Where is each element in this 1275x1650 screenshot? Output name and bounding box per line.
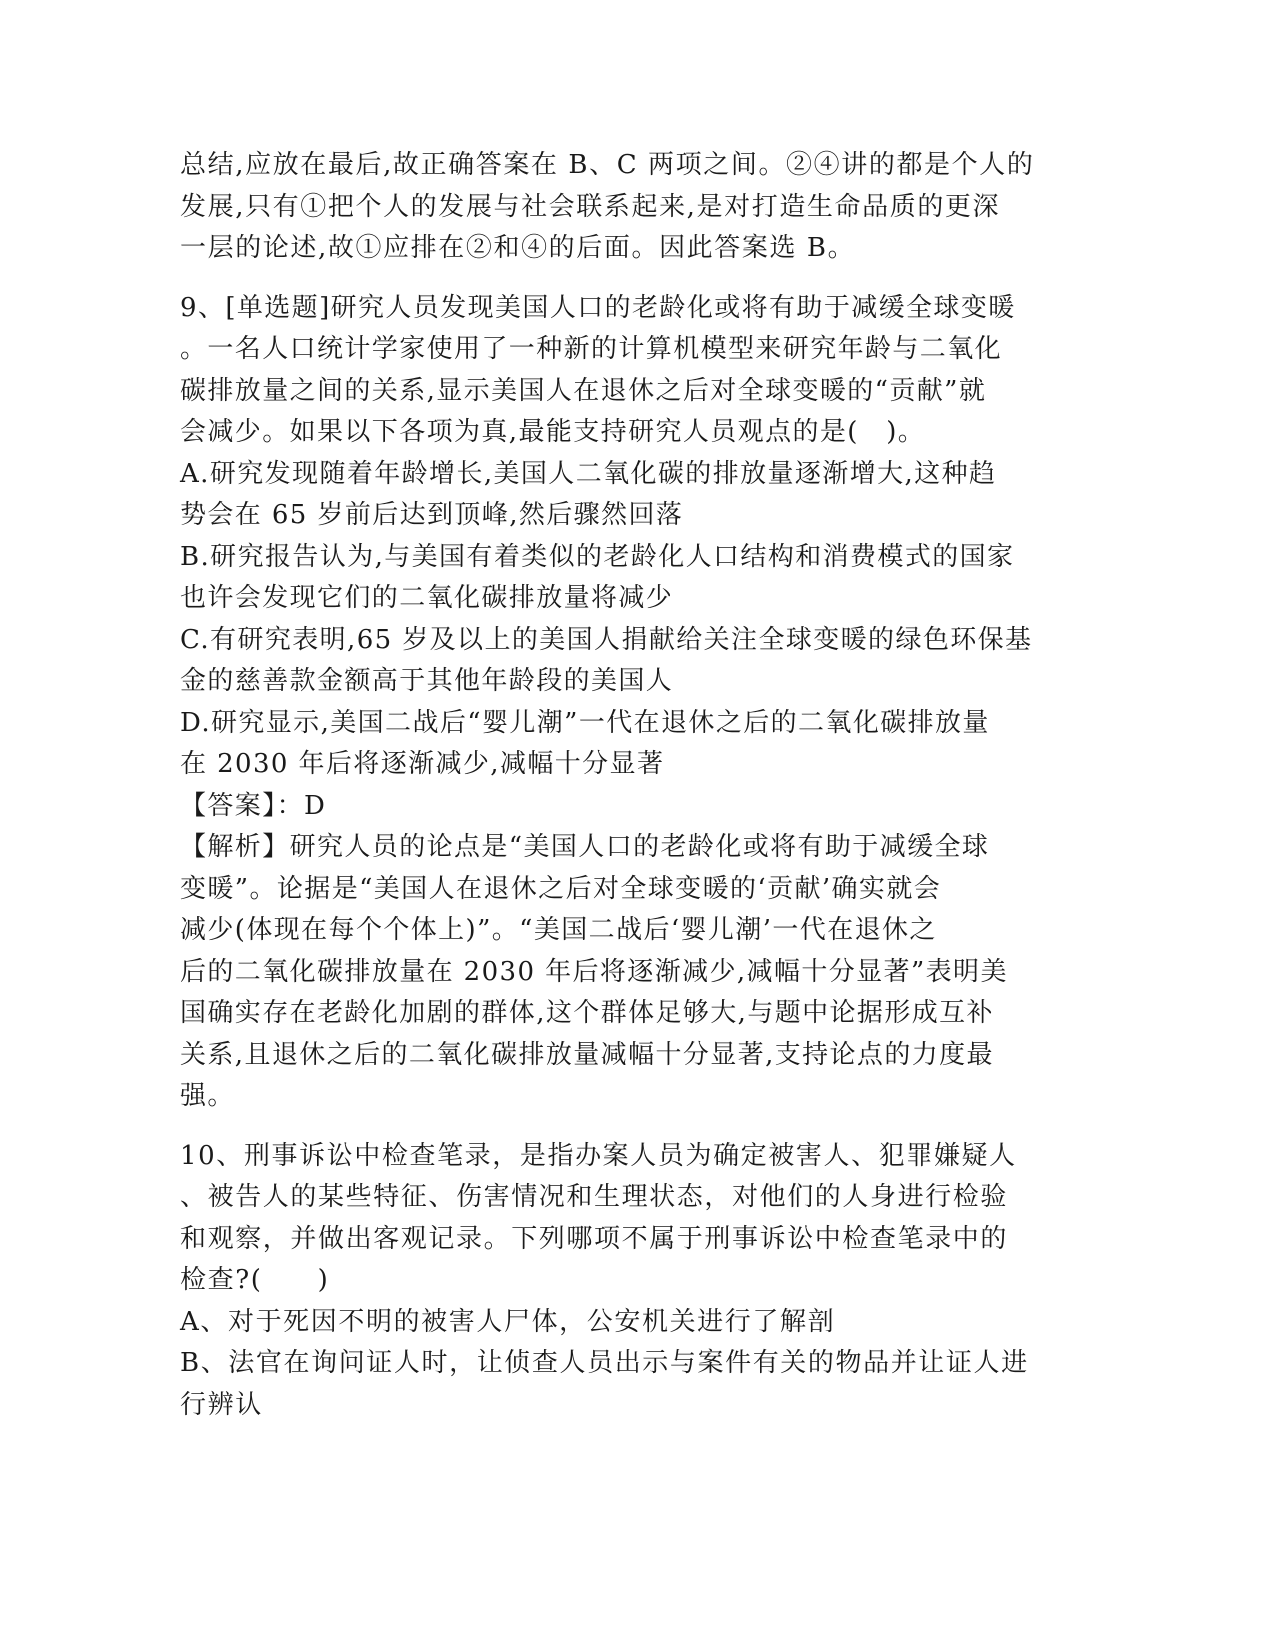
text-line: 变暖”。论据是“美国人在退休之后对全球变暖的‘贡献’确实就会 <box>180 873 942 904</box>
text-line: 金的慈善款金额高于其他年龄段的美国人 <box>180 666 674 696</box>
option-a <box>180 1302 1035 1344</box>
question-10 <box>180 1136 1035 1427</box>
option-b <box>180 537 1035 620</box>
text-line: 强。 <box>180 1081 235 1111</box>
text-line: 一层的论述,故①应排在②和④的后面。因此答案选 B。 <box>180 233 856 263</box>
text-line: 【解析】研究人员的论点是“美国人口的老龄化或将有助于减缓全球 <box>180 832 990 862</box>
text-line: 会减少。如果以下各项为真,最能支持研究人员观点的是( )。 <box>180 417 926 447</box>
text-line: 也许会发现它们的二氧化碳排放量将减少 <box>180 583 674 613</box>
analysis <box>180 827 1035 1118</box>
text-line: C.有研究表明,65 岁及以上的美国人捐献给关注全球变暖的绿色环保基 <box>180 624 1033 655</box>
text-line: 后的二氧化碳排放量在 2030 年后将逐渐减少,减幅十分显著”表明美 <box>180 956 1008 987</box>
text-line: B、法官在询问证人时，让侦查人员出示与案件有关的物品并让证人进 <box>180 1348 1029 1378</box>
text-line: 。一名人口统计学家使用了一种新的计算机模型来研究年龄与二氧化 <box>180 334 1003 364</box>
text-line: D.研究显示,美国二战后“婴儿潮”一代在退休之后的二氧化碳排放量 <box>180 707 990 738</box>
text-line: 减少(体现在每个个体上)”。“美国二战后‘婴儿潮’一代在退休之 <box>180 915 937 945</box>
previous-explanation <box>180 145 1035 270</box>
text-line: B.研究报告认为,与美国有着类似的老龄化人口结构和消费模式的国家 <box>180 541 1015 572</box>
option-d <box>180 703 1035 786</box>
text-line: 检查?( ) <box>180 1265 330 1295</box>
text-line: 发展,只有①把个人的发展与社会联系起来,是对打造生命品质的更深 <box>180 191 1001 222</box>
paragraph-gap <box>180 1118 1035 1136</box>
text-line: 总结,应放在最后,故正确答案在 B、C 两项之间。②④讲的都是个人的 <box>180 150 1035 180</box>
question-stem <box>180 288 1035 454</box>
text-line: A.研究发现随着年龄增长,美国人二氧化碳的排放量逐渐增大,这种趋 <box>180 458 997 489</box>
text-line: 关系,且退休之后的二氧化碳排放量减幅十分显著,支持论点的力度最 <box>180 1039 994 1070</box>
text-line: 碳排放量之间的关系,显示美国人在退休之后对全球变暖的“贡献”就 <box>180 375 987 406</box>
text-line: A、对于死因不明的被害人尸体，公安机关进行了解剖 <box>180 1306 836 1337</box>
option-c <box>180 620 1035 703</box>
paragraph-gap <box>180 270 1035 288</box>
option-a <box>180 454 1035 537</box>
text-line: 国确实存在老龄化加剧的群体,这个群体足够大,与题中论据形成互补 <box>180 998 994 1028</box>
text-line: 行辨认 <box>180 1389 263 1420</box>
text-line: 10、刑事诉讼中检查笔录，是指办案人员为确定被害人、犯罪嫌疑人 <box>180 1140 1017 1171</box>
text-line: 势会在 65 岁前后达到顶峰,然后骤然回落 <box>180 500 684 530</box>
question-9 <box>180 288 1035 1118</box>
document-page <box>180 145 1035 1426</box>
text-line: 和观察，并做出客观记录。下列哪项不属于刑事诉讼中检查笔录中的 <box>180 1223 1009 1254</box>
text-line: 、被告人的某些特征、伤害情况和生理状态，对他们的人身进行检验 <box>180 1182 1009 1212</box>
answer-line: 【答案】：D <box>180 790 327 821</box>
option-b <box>180 1343 1035 1426</box>
text-line: 9、[单选题]研究人员发现美国人口的老龄化或将有助于减缓全球变暖 <box>180 292 1016 323</box>
question-stem <box>180 1136 1035 1302</box>
text-line: 在 2030 年后将逐渐减少,减幅十分显著 <box>180 749 665 779</box>
